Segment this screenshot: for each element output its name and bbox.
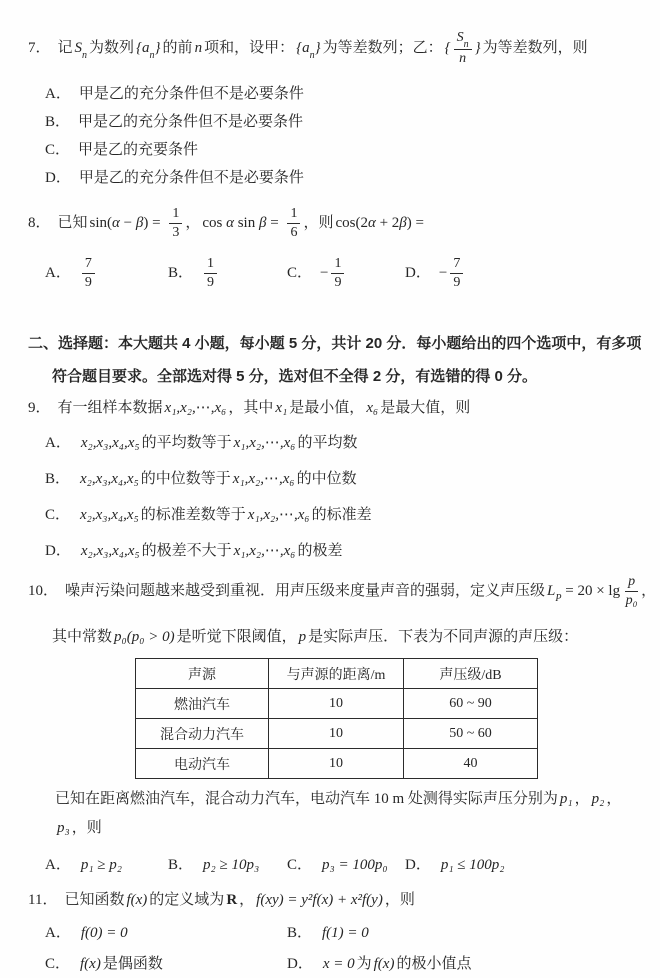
option-text: 的极小值点 bbox=[396, 956, 472, 972]
brace: { bbox=[444, 40, 451, 57]
text-segment: 是听觉下限阈值， bbox=[176, 629, 297, 645]
option-math: f(x) bbox=[80, 956, 101, 972]
option-math: p₁ ≤ 100p₂ bbox=[440, 857, 505, 873]
q7-option-a bbox=[45, 84, 304, 104]
option-math: p₂ ≥ 10p₃ bbox=[203, 857, 260, 873]
q9-option-b: B． x₂,x₃,x₄,x₅ 的中位数等于 x₁,x₂,⋯,x₆ 的中位数 bbox=[45, 471, 357, 487]
text-segment: 是最小值， bbox=[289, 400, 365, 416]
brace: } bbox=[474, 40, 481, 57]
text-segment: ，则 bbox=[71, 820, 102, 836]
table-cell: 电动汽车 bbox=[136, 749, 269, 779]
table-cell: 混合动力汽车 bbox=[136, 719, 269, 749]
option-label: B． bbox=[168, 857, 194, 873]
table-header-cell: 声源 bbox=[136, 659, 269, 689]
q7-number: 7． bbox=[28, 40, 51, 57]
subscript: n bbox=[149, 50, 155, 62]
math-segment: x₁ bbox=[275, 400, 288, 416]
option-label: C． bbox=[287, 857, 313, 873]
table-row bbox=[136, 719, 538, 749]
math-segment: p₂ bbox=[591, 791, 605, 807]
option-label: D． bbox=[287, 956, 313, 972]
text-segment: 为等差数列，则 bbox=[482, 40, 588, 57]
option-label: B． bbox=[45, 114, 71, 130]
text-segment: 的前 bbox=[162, 40, 193, 57]
option-label: B． bbox=[287, 925, 313, 941]
table-header-cell: 声压级/dB bbox=[404, 659, 538, 689]
math-segment: } bbox=[154, 40, 161, 57]
option-label: A． bbox=[45, 925, 71, 941]
table-row bbox=[136, 749, 538, 779]
q8-option-b bbox=[168, 256, 220, 291]
option-label: D． bbox=[45, 543, 71, 559]
math-segment: f(xy) = y²f(x) + x²f(y) bbox=[256, 892, 383, 908]
option-label: C． bbox=[287, 265, 313, 282]
option-label: A． bbox=[45, 86, 71, 102]
text-segment: 有一组样本数据 bbox=[57, 400, 163, 416]
fraction-one-sixth: $\frac{1}{6}$ bbox=[287, 206, 300, 241]
q11-stem: 11． 已知函数 f(x) 的定义域为 R ， f(xy) = y²f(x) + x²f(y) ，则 bbox=[28, 892, 415, 908]
section2-header-line1: 二、选择题：本大题共 4 小题，每小题 5 分，共计 20 分．每小题给出的四个选项中，有多项 bbox=[28, 335, 642, 352]
text-segment: 是最大值，则 bbox=[380, 400, 471, 416]
q10-option-d bbox=[405, 855, 507, 875]
math-segment: p₃ bbox=[57, 820, 70, 836]
option-label: C． bbox=[45, 956, 71, 972]
option-math: p₃ = 100p₀ bbox=[322, 857, 388, 873]
math-segment: p₀(p₀ > 0) bbox=[114, 629, 175, 645]
q7-option-c bbox=[45, 140, 198, 160]
math-segment: p bbox=[298, 629, 307, 645]
q10-option-a bbox=[45, 855, 124, 875]
fraction: $\frac{7}{9}$ bbox=[450, 256, 463, 291]
option-text: 甲是乙的充分条件但不是必要条件 bbox=[78, 114, 304, 130]
q10-after-table-line2 bbox=[55, 818, 102, 838]
text-segment: 已知函数 bbox=[64, 892, 125, 908]
text-segment: ，则 bbox=[384, 892, 415, 908]
option-label: B． bbox=[45, 471, 71, 487]
text-segment: 记 bbox=[57, 40, 73, 57]
q9-stem bbox=[28, 398, 470, 418]
option-label: D． bbox=[45, 170, 71, 186]
option-math: f(x) bbox=[373, 956, 395, 972]
option-label: A． bbox=[45, 857, 71, 873]
math-segment: R bbox=[226, 892, 238, 908]
math-segment: } bbox=[314, 40, 321, 57]
subscript: P bbox=[555, 593, 562, 605]
q9-option-c: C． x₂,x₃,x₄,x₅ 的标准差数等于 x₁,x₂,⋯,x₆ 的标准差 bbox=[45, 507, 372, 523]
text-segment: ，则 bbox=[303, 215, 334, 232]
option-math: p₁ ≥ p₂ bbox=[80, 857, 123, 873]
table-cell: 燃油汽车 bbox=[136, 689, 269, 719]
q10-stem-line1: 10． 噪声污染问题越来越受到重视．用声压级来度量声音的强弱，定义声压级 $L_P = 20 \times \lg$ $\frac{p}{\text{p₀}}$ ， bbox=[28, 574, 657, 609]
table-cell: 60 ~ 90 bbox=[404, 689, 538, 719]
text-segment: 为数列 bbox=[89, 40, 135, 57]
q10-option-b bbox=[168, 855, 261, 875]
math-segment: p₁ bbox=[559, 791, 573, 807]
q11-option-b bbox=[287, 923, 371, 943]
text-segment: 已知在距离燃油汽车，混合动力汽车，电动汽车 10 m 处测得实际声压分别为 bbox=[55, 791, 558, 807]
table-header-cell: 与声源的距离/m bbox=[269, 659, 404, 689]
option-text: 甲是乙的充分条件但不是必要条件 bbox=[78, 170, 304, 186]
text-segment: 项和，设甲： bbox=[204, 40, 295, 57]
option-label: D． bbox=[405, 857, 431, 873]
option-label: C． bbox=[45, 507, 71, 523]
fraction-sn-over-n: $\frac{S_n}{n}$ bbox=[454, 30, 472, 67]
option-label: B． bbox=[168, 265, 194, 282]
q10-after-table-line1: 已知在距离燃油汽车，混合动力汽车，电动汽车 10 m 处测得实际声压分别为 p₁ ， p₂ ， bbox=[55, 791, 622, 807]
subscript: n bbox=[309, 50, 315, 62]
text-segment: ， bbox=[185, 215, 201, 232]
table-cell: 10 bbox=[269, 749, 404, 779]
text-segment: 是实际声压．下表为不同声源的声压级： bbox=[308, 629, 579, 645]
table-cell: 50 ~ 60 bbox=[404, 719, 538, 749]
q8-option-a bbox=[45, 256, 98, 291]
q8-option-c bbox=[287, 256, 347, 291]
math-segment: {a bbox=[296, 40, 310, 57]
table-cell: 10 bbox=[269, 689, 404, 719]
option-label: D． bbox=[405, 265, 431, 282]
q8-number: 8． bbox=[28, 215, 51, 232]
fraction: $\frac{1}{9}$ bbox=[331, 256, 344, 291]
math-segment: L bbox=[547, 583, 556, 600]
text-segment: 已知 bbox=[57, 215, 88, 232]
sound-pressure-table bbox=[135, 658, 538, 779]
fraction: $\frac{1}{9}$ bbox=[204, 256, 217, 291]
q8-option-d bbox=[405, 256, 466, 291]
text-segment: ， bbox=[641, 583, 657, 600]
sign: − bbox=[320, 265, 329, 282]
option-label: A． bbox=[45, 265, 71, 282]
table-header-row bbox=[136, 659, 538, 689]
text-segment: ，其中 bbox=[228, 400, 274, 416]
option-text: 是偶函数 bbox=[102, 956, 163, 972]
text-segment: 噪声污染问题越来越受到重视．用声压级来度量声音的强弱，定义声压级 bbox=[65, 583, 546, 600]
q9-option-d: D． x₂,x₃,x₄,x₅ 的极差不大于 x₁,x₂,⋯,x₆ 的极差 bbox=[45, 543, 343, 559]
math-segment: f(x) bbox=[126, 892, 148, 908]
table-cell: 10 bbox=[269, 719, 404, 749]
subscript: n bbox=[82, 50, 88, 62]
q11-option-c bbox=[45, 954, 163, 974]
option-label: A． bbox=[45, 435, 71, 451]
option-label: C． bbox=[45, 142, 71, 158]
math-segment: n bbox=[194, 40, 203, 57]
q11-option-a bbox=[45, 923, 130, 943]
q9-option-a: A． x₂,x₃,x₄,x₅ 的平均数等于 x₁,x₂,⋯,x₆ 的平均数 bbox=[45, 435, 358, 451]
option-text: 甲是乙的充分条件但不是必要条件 bbox=[78, 86, 304, 102]
q11-number: 11． bbox=[28, 892, 58, 908]
q7-stem bbox=[28, 30, 588, 67]
q7-option-d bbox=[45, 168, 304, 188]
option-text: 为 bbox=[356, 956, 372, 972]
math-segment: x₁,x₂,⋯,x₆ bbox=[164, 400, 227, 416]
q10-option-c bbox=[287, 855, 390, 875]
fraction: $\frac{7}{9}$ bbox=[82, 256, 95, 291]
option-math: f(0) = 0 bbox=[80, 925, 128, 941]
text-segment: 其中常数 bbox=[52, 629, 113, 645]
option-math: x = 0 bbox=[322, 956, 355, 972]
sign: − bbox=[438, 265, 448, 282]
q8-stem: 8． 已知 sin(α − β) = $\frac{1}{3}$ ， cos α sin β = $\frac{1}{6}$ ，则 cos(2α + 2β) = bbox=[28, 206, 424, 241]
q9-number: 9． bbox=[28, 400, 51, 416]
math-segment: S bbox=[74, 40, 83, 57]
table-cell: 40 bbox=[404, 749, 538, 779]
q10-number: 10． bbox=[28, 583, 59, 600]
q10-stem-line2 bbox=[52, 627, 578, 647]
fraction-p-over-p0: $\frac{p}{\text{p₀}}$ bbox=[625, 574, 638, 609]
table-row bbox=[136, 689, 538, 719]
fraction-one-third: $\frac{1}{3}$ bbox=[169, 206, 182, 241]
q11-option-d bbox=[287, 954, 471, 974]
text-segment: 的定义域为 bbox=[149, 892, 225, 908]
math-segment: {a bbox=[136, 40, 150, 57]
section2-header-line2: 符合题目要求。全部选对得 5 分，选对但不全得 2 分，有选错的得 0 分。 bbox=[52, 368, 538, 385]
math-segment: x₆ bbox=[366, 400, 379, 416]
q7-option-b bbox=[45, 112, 303, 132]
text-segment: 为等差数列；乙： bbox=[322, 40, 443, 57]
option-text: 甲是乙的充要条件 bbox=[78, 142, 199, 158]
option-math: f(1) = 0 bbox=[322, 925, 369, 941]
